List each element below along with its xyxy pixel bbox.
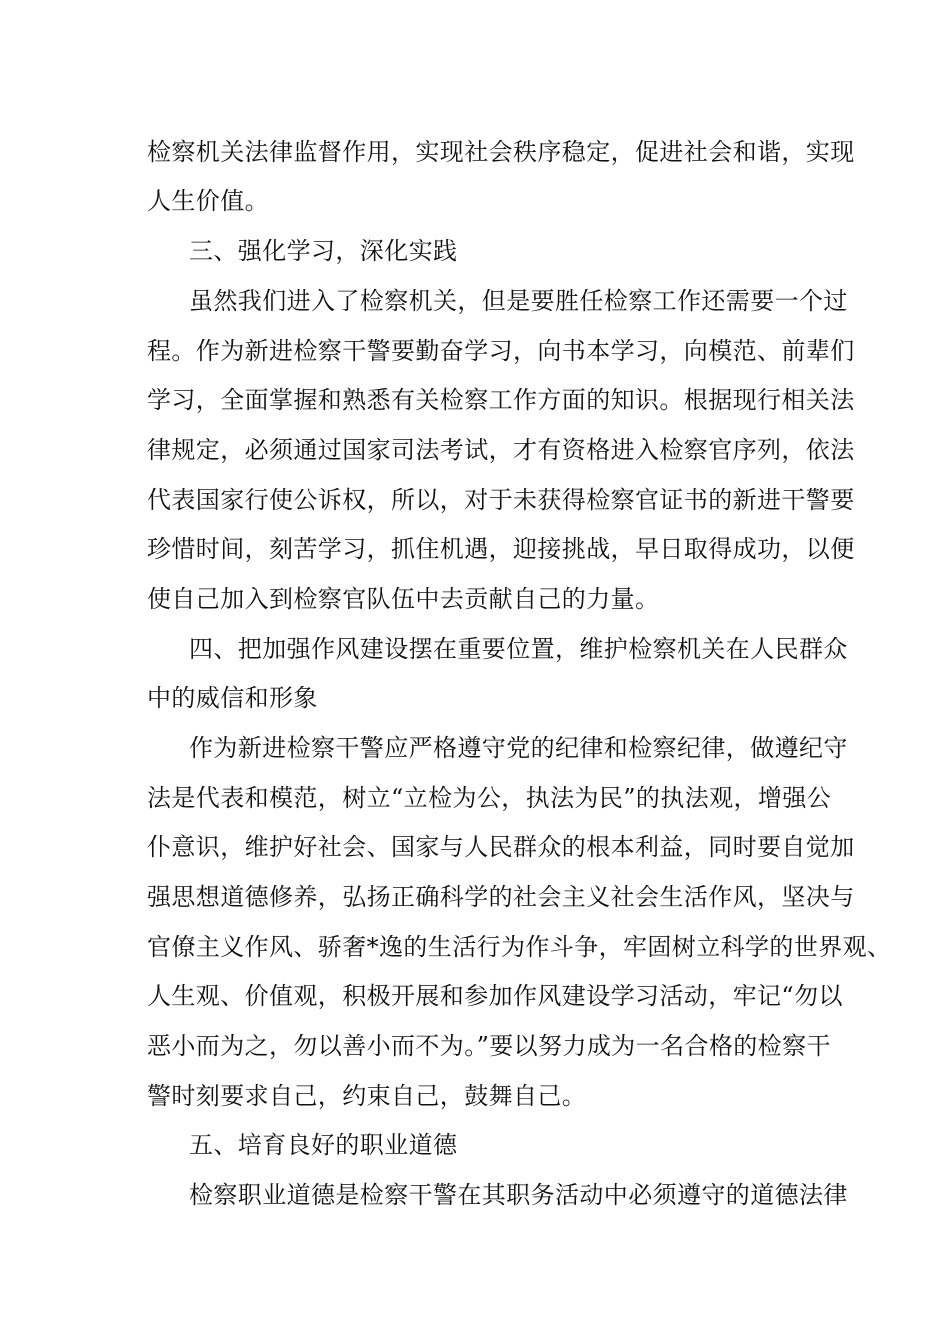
text-line: 检察职业道德是检察干警在其职务活动中必须遵守的道德法律 [189, 1181, 848, 1209]
section-heading-continued: 中的威信和形象 [147, 684, 318, 712]
text-line: 警时刻要求自己，约束自己，鼓舞自己。 [147, 1082, 587, 1110]
text-line: 代表国家行使公诉权，所以，对于未获得检察官证书的新进干警要 [147, 486, 855, 514]
text-line: 检察机关法律监督作用，实现社会秩序稳定，促进社会和谐，实现 [147, 138, 855, 166]
text-line: 强思想道德修养，弘扬正确科学的社会主义社会生活作风，坚决与 [147, 883, 855, 911]
text-line: 律规定，必须通过国家司法考试，才有资格进入检察官序列，依法 [147, 436, 855, 464]
text-line: 作为新进检察干警应严格遵守党的纪律和检察纪律，做遵纪守 [189, 734, 848, 762]
text-line: 程。作为新进检察干警要勤奋学习，向书本学习，向模范、前辈们 [147, 337, 855, 365]
text-line: 法是代表和模范，树立“立检为公，执法为民”的执法观，增强公 [147, 784, 832, 812]
text-line: 虽然我们进入了检察机关，但是要胜任检察工作还需要一个过 [189, 287, 848, 315]
section-heading: 三、强化学习，深化实践 [189, 237, 458, 265]
section-heading: 四、把加强作风建设摆在重要位置，维护检察机关在人民群众 [189, 635, 848, 663]
text-line: 使自己加入到检察官队伍中去贡献自己的力量。 [147, 585, 660, 613]
text-line: 仆意识，维护好社会、国家与人民群众的根本利益，同时要自觉加 [147, 833, 855, 861]
text-line: 学习，全面掌握和熟悉有关检察工作方面的知识。根据现行相关法 [147, 386, 855, 414]
section-heading: 五、培育良好的职业道德 [189, 1131, 458, 1159]
text-line: 官僚主义作风、骄奢*逸的生活行为作斗争，牢固树立科学的世界观、 [147, 933, 892, 961]
text-line: 人生价值。 [147, 187, 269, 215]
text-line: 珍惜时间，刻苦学习，抓住机遇，迎接挑战，早日取得成功，以便 [147, 535, 855, 563]
text-line: 人生观、价值观，积极开展和参加作风建设学习活动，牢记“勿以 [147, 982, 843, 1010]
text-line: 恶小而为之，勿以善小而不为。”要以努力成为一名合格的检察干 [147, 1032, 831, 1060]
